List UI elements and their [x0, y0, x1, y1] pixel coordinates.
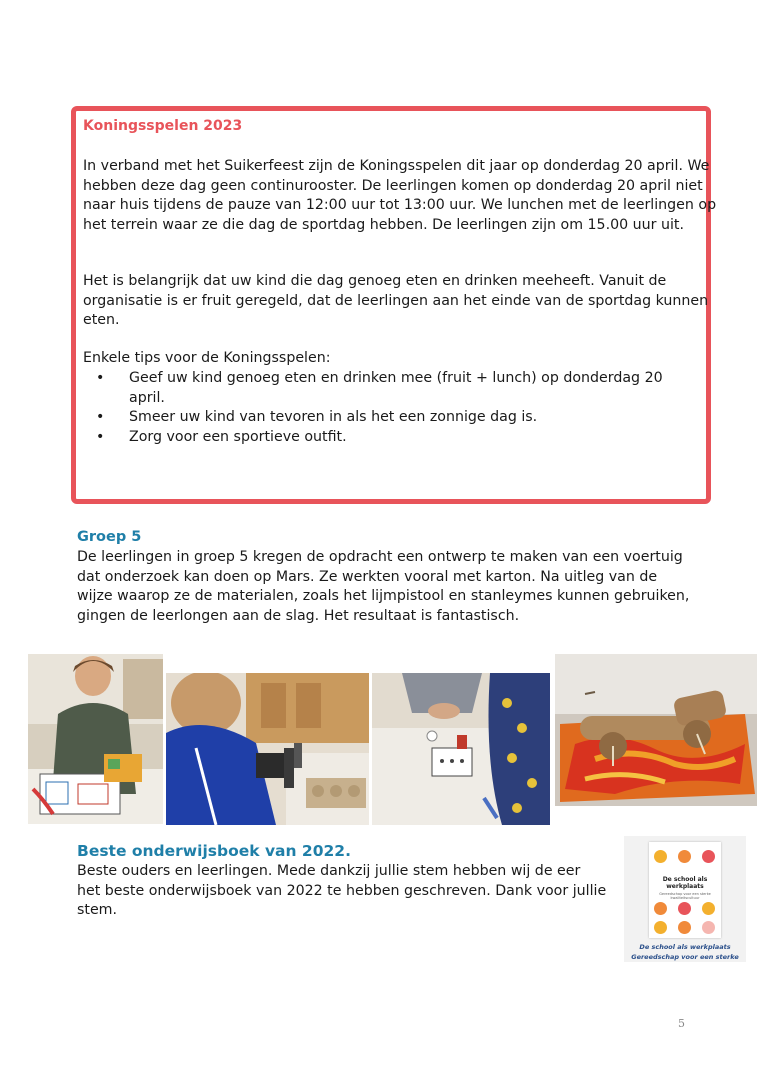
- bullet: •: [96, 370, 105, 386]
- book-cover-subtitle: Gereedschap voor een sterke kwaliteitscultuur: [659, 892, 711, 900]
- photo-glue-gun: [166, 673, 369, 825]
- tips-intro: Enkele tips voor de Koningsspelen:: [83, 350, 331, 366]
- cover-dot: [678, 921, 691, 934]
- photo-mars-vehicle: [555, 654, 757, 806]
- tip-text: Geef uw kind genoeg eten en drinken mee (fruit + lunch) op donderdag 20 april.: [129, 370, 663, 406]
- onderwijsboek-heading: Beste onderwijsboek van 2022.: [77, 842, 351, 860]
- cover-dot: [678, 850, 691, 863]
- onderwijsboek-text: Beste ouders en leerlingen. Mede dankzij jullie stem hebben wij de eer het beste onderwijsboek van 2022 te hebben geschreven. Dank voor jullie stem.: [77, 863, 607, 918]
- tip-text: Zorg voor een sportieve outfit.: [129, 428, 347, 445]
- cover-dot: [654, 902, 667, 915]
- cover-dot: [678, 902, 691, 915]
- book-cover-title: De school als werkplaats: [662, 876, 708, 890]
- book-image: [624, 836, 746, 962]
- tip-text: Smeer uw kind van tevoren in als het een zonnige dag is.: [129, 409, 538, 425]
- book-cover: [649, 842, 721, 938]
- groep5-heading: Groep 5: [77, 529, 142, 545]
- cover-dot: [654, 850, 667, 863]
- list-item: [83, 369, 703, 408]
- cover-dot: [702, 921, 715, 934]
- bullet: •: [96, 428, 105, 445]
- book-caption: De school als werkplaats: [639, 943, 731, 951]
- page-number: 5: [678, 1017, 685, 1030]
- book-caption-subtitle: Gereedschap voor een sterke: [631, 953, 739, 961]
- cover-dot: [702, 850, 715, 863]
- cover-dot: [702, 902, 715, 915]
- list-item: [83, 408, 703, 428]
- cover-dot: [654, 921, 667, 934]
- koningsspelen-paragraph-1: In verband met het Suikerfeest zijn de Koningsspelen dit jaar op donderdag 20 april. We hebben deze dag geen continurooster. De leerlingen komen op donderdag 20 april niet naar huis tijdens de pauze van 12:00 uur tot 13:00 uur. We lunchen met de leerlingen op het terrein waar ze die dag de sportdag hebben. De leerlingen zijn om 15.00 uur uit.: [83, 158, 717, 233]
- koningsspelen-paragraph-2: Het is belangrijk dat uw kind die dag genoeg eten en drinken meeheeft. Vanuit de organisatie is er fruit geregeld, dat de leerlingen aan het einde van de sportdag kunnen eten.: [83, 273, 709, 328]
- groep5-text: De leerlingen in groep 5 kregen de opdracht een ontwerp te maken van een voertuig dat onderzoek kan doen op Mars. Ze werkten vooral met karton. Na uitleg van de wijze waarop ze de materialen, zoals het lijmpistool en stanleymes kunnen gebruiken, gingen de leerlongen aan de slag. Het resultaat is fantastisch.: [77, 549, 690, 624]
- list-item: [83, 428, 703, 448]
- bullet: •: [96, 409, 105, 425]
- photo-students-table: [372, 673, 550, 825]
- photo-child-building: [28, 654, 163, 824]
- tips-list: [83, 369, 703, 447]
- koningsspelen-title: Koningsspelen 2023: [83, 118, 243, 134]
